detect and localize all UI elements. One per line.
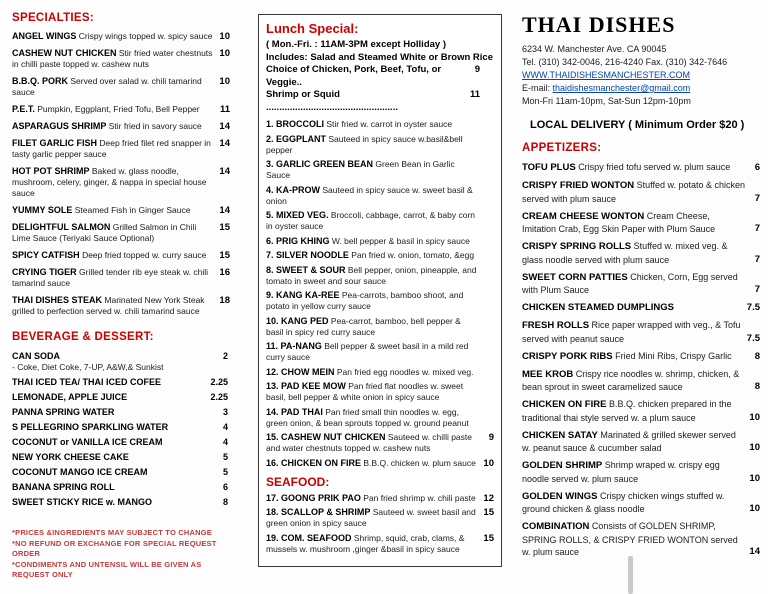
menu-item xyxy=(12,205,230,216)
seafood-item-desc: Shrimp, squid, crab, clams, & mussels w. mushroom ,ginger &basil in spicy sauce xyxy=(266,532,465,554)
email-link[interactable]: thaidishesmanchester@gmail.com xyxy=(552,83,691,93)
menu-item-name: CASHEW NUT CHICKEN xyxy=(12,48,117,58)
menu-item-price: 15 xyxy=(219,250,230,261)
appetizer-item xyxy=(522,301,760,315)
beverage-item xyxy=(12,391,230,403)
appetizer-item-desc: Cream Cheese, Imitation Crab, Egg Skin Paper with Plum Sauce xyxy=(522,210,716,234)
menu-item-desc: Deep fried filet red snapper in tasty garlic pepper sauce xyxy=(12,138,211,159)
email-label: E-mail: xyxy=(522,83,553,93)
appetizer-item-desc: Rice paper wrapped with veg., & Tofu served with peanut sauce xyxy=(522,320,741,344)
seafood-items-list xyxy=(266,493,494,555)
lunch-item-desc: Pan fried egg noodles w. mixed veg. xyxy=(336,366,474,377)
appetizer-item xyxy=(522,429,760,455)
menu-item-price: 11 xyxy=(219,104,230,115)
lunch-item-desc: Bell pepper & sweet basil in a mild red curry sauce xyxy=(266,341,469,362)
menu-item xyxy=(12,76,230,98)
appetizer-item-desc: Stuffed w. potato & chicken served with plum sauce xyxy=(522,180,745,204)
appetizer-item-price: 10 xyxy=(749,472,760,484)
appetizer-item-desc: Chicken, Corn, Egg served with Plum Sauce xyxy=(522,271,738,295)
lunch-item-desc: Pan fried w. onion, tomato, &egg xyxy=(351,250,475,260)
beverage-item xyxy=(12,406,230,418)
menu-item xyxy=(12,295,230,317)
beverage-item-variants: - Coke, Diet Coke, 7-UP, A&W,& Sunkist xyxy=(12,362,164,372)
appetizer-item-price: 7 xyxy=(754,223,760,234)
hours-line: Mon-Fri 11am-10pm, Sat-Sun 12pm-10pm xyxy=(522,96,691,106)
lunch-item-name: 1. BROCCOLI xyxy=(266,119,325,129)
beverage-item-name: CAN SODA xyxy=(12,351,61,361)
appetizer-item-name: CHICKEN SATAY xyxy=(522,429,598,441)
appetizer-item-name: FRESH ROLLS xyxy=(522,320,590,331)
appetizer-item-name: CRISPY FRIED WONTON xyxy=(522,180,635,191)
appetizer-item xyxy=(522,210,760,236)
menu-item-desc: Baked w. glass noodle, mushroom, celery, ginger, & nappa in special house sauce xyxy=(12,166,207,198)
beverage-item xyxy=(12,451,230,463)
menu-item-price: 16 xyxy=(219,267,230,278)
beverage-item-price: 4 xyxy=(222,437,228,447)
lunch-hours-line: ( Mon.-Fri. : 11AM-3PM except Holliday ) xyxy=(266,39,446,50)
lunch-choice-text: Choice of Chicken, Pork, Beef, Tofu, or Veggie.. xyxy=(266,64,442,88)
restaurant-info xyxy=(522,43,760,108)
menu-item-desc: Stir fried in savory sauce xyxy=(108,121,202,131)
lunch-item-price: 10 xyxy=(483,457,494,469)
delivery-note: LOCAL DELIVERY ( Minimum Order $20 ) xyxy=(530,119,745,131)
menu-item xyxy=(12,222,230,244)
lunch-item-name: 15. CASHEW NUT CHICKEN xyxy=(266,432,386,442)
lunch-item-desc: B.B.Q. chicken w. plum sauce xyxy=(363,457,476,468)
note-line: *PRICES &INGREDIENTS MAY SUBJECT TO CHANGE xyxy=(12,528,212,537)
appetizer-item-price: 10 xyxy=(749,442,760,453)
appetizer-item-name: GOLDEN WINGS xyxy=(522,490,598,502)
appetizer-item-desc: Marinated & grilled skewer served w. peanut sauce & cucumber salad xyxy=(522,429,736,453)
appetizer-item-desc: Shrimp wraped w. crispy egg noodle served w. plum sauce xyxy=(522,460,720,484)
menu-item-name: ASPARAGUS SHRIMP xyxy=(12,121,107,131)
appetizer-item-price: 7.5 xyxy=(746,332,760,344)
menu-item-price: 10 xyxy=(219,31,230,42)
appetizer-item-name: MEE KROB xyxy=(522,368,574,380)
lunch-item-name: 16. CHICKEN ON FIRE xyxy=(266,457,362,468)
beverage-item-name: SWEET STICKY RICE w. MANGO xyxy=(12,497,153,507)
menu-item-price: 14 xyxy=(219,166,230,177)
beverage-item-price: 4 xyxy=(222,422,228,432)
beverage-item-price: 6 xyxy=(222,482,228,492)
lunch-item-name: 7. SILVER NOODLE xyxy=(266,250,349,260)
beverage-item-name: BANANA SPRING ROLL xyxy=(12,482,115,492)
seafood-item-desc: Sauteed w. sweet basil and green onion in spicy sauce xyxy=(266,507,476,528)
appetizer-item-desc: Crispy chicken wings stuffed w. ground chicken & glass noodle xyxy=(522,490,725,514)
menu-item-name: THAI DISHES STEAK xyxy=(12,295,103,305)
seafood-heading: SEAFOOD: xyxy=(266,474,330,489)
appetizer-item-name: CREAM CHEESE WONTON xyxy=(522,210,645,222)
appetizer-item xyxy=(522,520,760,559)
appetizers-heading: APPETIZERS: xyxy=(522,142,602,154)
appetizer-item-price: 7 xyxy=(754,284,760,295)
appetizer-item-name: CRISPY SPRING ROLLS xyxy=(522,241,632,252)
menu-item-price: 14 xyxy=(219,205,230,216)
menu-item xyxy=(12,121,230,132)
lunch-item xyxy=(266,265,494,287)
appetizer-item-desc: Fried Mini Ribs, Crispy Garlic xyxy=(615,350,732,361)
lunch-item xyxy=(266,134,494,156)
appetizer-item xyxy=(522,271,760,297)
lunch-item-desc: Pan fried flat noodles w. sweet basil, bell pepper & white onion in spicy sauce xyxy=(266,381,464,402)
lunch-choice-line xyxy=(266,64,494,89)
lunch-item-desc: W. bell pepper & basil in spicy sauce xyxy=(331,235,470,246)
seafood-item-price: 15 xyxy=(483,532,494,544)
menu-item xyxy=(12,166,230,199)
lunch-item xyxy=(266,316,494,338)
appetizer-item-desc: B.B.Q. chicken prepared in the traditional thai style served w. a plum sauce xyxy=(522,399,732,423)
lunch-item-desc: Bell pepper, onion, pineapple, and tomato in sweet and sour sauce xyxy=(266,264,477,286)
beverage-item-price: 5 xyxy=(222,452,228,462)
appetizer-item-desc: Crispy fried tofu served w. plum sauce xyxy=(578,162,731,172)
lunch-item-desc: Sauteed w. chilli paste and water chestnuts topped w. cashew nuts xyxy=(266,432,472,453)
beverage-item-name: S PELLEGRINO SPARKLING WATER xyxy=(12,422,169,432)
lunch-item-name: 12. CHOW MEIN xyxy=(266,366,335,377)
menu-item xyxy=(12,267,230,289)
email-line xyxy=(522,82,760,95)
menu-item-name: SPICY CATFISH xyxy=(12,250,80,260)
note-line: *NO REFUND OR EXCHANGE FOR SPECIAL REQUEST ORDER xyxy=(12,538,217,558)
menu-item-name: HOT POT SHRIMP xyxy=(12,166,90,176)
menu-item-desc: Steamed Fish in Ginger Sauce xyxy=(74,205,191,215)
beverage-item-price: 3 xyxy=(222,407,228,417)
lunch-item-desc: Pan fried small thin noodles w. egg, green onion, & bean sprouts topped w. ground peanut xyxy=(266,406,469,428)
appetizer-item xyxy=(522,240,760,266)
menu-item-desc: Grilled tender rib eye steak w. chili tamarind sauce xyxy=(12,267,209,288)
note-line: *CONDIMENTS AND UNTENSIL WILL BE GIVEN AS REQUEST ONLY xyxy=(12,559,202,579)
lunch-item xyxy=(266,210,494,232)
beverage-item xyxy=(12,350,230,373)
seafood-item-name: 17. GOONG PRIK PAO xyxy=(266,492,361,503)
menu-item xyxy=(12,138,230,160)
lunch-item xyxy=(266,185,494,207)
menu-item-name: YUMMY SOLE xyxy=(12,205,73,215)
beverage-item-name: COCONUT or VANILLA ICE CREAM xyxy=(12,437,163,447)
appetizer-item-name: CHICKEN ON FIRE xyxy=(522,399,607,410)
appetizer-item-price: 10 xyxy=(749,411,760,423)
appetizer-item-price: 8 xyxy=(754,381,760,392)
lunch-shrimp-text: Shrimp or Squid .................................................. xyxy=(266,89,398,113)
beverage-item-name: PANNA SPRING WATER xyxy=(12,407,115,417)
beverage-item-price: 2.25 xyxy=(210,392,228,402)
menu-item-desc: Crispy wings topped w. spicy sauce xyxy=(78,31,213,41)
lunch-item-name: 10. KANG PED xyxy=(266,315,329,326)
menu-item-price: 18 xyxy=(219,295,230,306)
lunch-special-box xyxy=(258,14,502,567)
lunch-item-desc: Pea-carrot, bamboo, bell pepper & basil in spicy red curry sauce xyxy=(266,315,461,337)
menu-item-price: 15 xyxy=(219,222,230,233)
lunch-item-name: 11. PA-NANG xyxy=(266,341,322,351)
beverage-item-name: LEMONADE, APPLE JUICE xyxy=(12,392,128,402)
menu-item-desc: Grilled Salmon in Chili Lime Sauce (Teriyaki Sauce Optional) xyxy=(12,222,197,243)
lunch-item-name: 4. KA-PROW xyxy=(266,184,320,195)
appetizer-item xyxy=(522,459,760,485)
beverage-heading: BEVERAGE & DESSERT: xyxy=(12,331,154,343)
appetizer-item-name: CHICKEN STEAMED DUMPLINGS xyxy=(522,302,675,313)
footer-notes xyxy=(12,528,230,581)
lunch-choice-price: 9 xyxy=(474,64,480,75)
lunch-item xyxy=(266,381,494,403)
lunch-item xyxy=(266,367,494,378)
appetizer-item xyxy=(522,161,760,175)
menu-item-desc: Deep fried topped w. curry sauce xyxy=(82,250,207,260)
beverage-item-price: 8 xyxy=(222,497,228,507)
lunch-item xyxy=(266,119,494,130)
appetizer-item xyxy=(522,398,760,424)
lunch-item-desc: Sauteed in spicy sauce w.basil&bell pepper xyxy=(266,133,463,155)
beverage-section xyxy=(12,331,230,508)
lunch-item xyxy=(266,236,494,247)
lunch-item-desc: Broccoli, cabbage, carrot, & baby corn in oyster sauce xyxy=(266,210,476,231)
lunch-item-desc: Green Bean in Garlic Sauce xyxy=(266,159,455,180)
lunch-item-name: 6. PRIG KHING xyxy=(266,235,330,246)
seafood-item xyxy=(266,507,494,529)
lunch-item-name: 9. KANG KA-REE xyxy=(266,290,340,300)
left-column xyxy=(12,12,230,581)
beverage-item-price: 5 xyxy=(222,467,228,477)
appetizer-item-name: GOLDEN SHRIMP xyxy=(522,460,603,471)
appetizers-list xyxy=(522,161,760,559)
seafood-item-name: 19. COM. SEAFOOD xyxy=(266,532,352,543)
lunch-shrimp-price: 11 xyxy=(469,89,480,100)
scrollbar-thumb[interactable] xyxy=(628,556,633,594)
lunch-item xyxy=(266,458,494,469)
menu-item-name: DELIGHTFUL SALMON xyxy=(12,222,111,232)
menu-item xyxy=(12,104,230,115)
menu-item-desc: Served over salad w. chili tamarind sauce xyxy=(12,76,202,97)
beverage-item xyxy=(12,496,230,508)
menu-item xyxy=(12,48,230,70)
right-column xyxy=(522,12,760,563)
menu-item-name: ANGEL WINGS xyxy=(12,31,77,41)
appetizer-item xyxy=(522,350,760,364)
lunch-item-name: 8. SWEET & SOUR xyxy=(266,264,346,275)
specialties-list xyxy=(12,31,230,317)
menu-item-name: P.E.T. xyxy=(12,104,35,114)
appetizer-item-name: COMBINATION xyxy=(522,521,590,532)
menu-item-price: 14 xyxy=(219,138,230,149)
lunch-shrimp-line xyxy=(266,89,494,114)
beverage-item-price: 2.25 xyxy=(210,377,228,387)
phone-line: Tel. (310) 342-0046, 216-4240 Fax. (310) 342-7646 xyxy=(522,57,728,67)
menu-item xyxy=(12,31,230,42)
menu-item-price: 14 xyxy=(219,121,230,132)
menu-item-price: 10 xyxy=(219,48,230,59)
appetizer-item-price: 14 xyxy=(749,546,760,557)
appetizer-item-name: SWEET CORN PATTIES xyxy=(522,271,628,283)
appetizer-item-desc: Crispy rice noodles w. shrimp, chicken, & bean sprout in sweet caramelized sauce xyxy=(522,368,740,392)
menu-item-price: 10 xyxy=(219,76,230,87)
appetizer-item-price: 10 xyxy=(749,503,760,514)
restaurant-title: THAI DISHES xyxy=(522,12,676,37)
appetizer-item-price: 8 xyxy=(754,350,760,362)
lunch-item-price: 9 xyxy=(488,432,494,443)
appetizer-item-desc: Stuffed w. mixed veg. & glass noodle served with plum sauce xyxy=(522,241,728,265)
menu-item-name: B.B.Q. PORK xyxy=(12,76,69,86)
menu-item xyxy=(12,250,230,261)
lunch-item-desc: Pea-carrots, bamboo shoot, and potato in yellow curry sauce xyxy=(266,290,464,311)
appetizer-item-name: CRISPY PORK RIBS xyxy=(522,350,613,362)
menu-item-name: CRYING TIGER xyxy=(12,267,77,277)
lunch-heading: Lunch Special: xyxy=(266,21,359,36)
appetizer-item-price: 6 xyxy=(754,162,760,173)
appetizer-item-price: 7 xyxy=(754,253,760,265)
lunch-item xyxy=(266,407,494,429)
beverage-item-price: 2 xyxy=(222,351,228,361)
menu-item-name: FILET GARLIC FISH xyxy=(12,138,97,148)
appetizer-item-price: 7.5 xyxy=(746,302,760,313)
seafood-item-price: 15 xyxy=(483,507,494,518)
lunch-item xyxy=(266,432,494,454)
lunch-item-name: 3. GARLIC GREEN BEAN xyxy=(266,159,374,169)
seafood-item-desc: Pan fried shrimp w. chili paste xyxy=(363,492,476,503)
appetizer-item xyxy=(522,179,760,205)
lunch-item xyxy=(266,159,494,181)
menu-item-desc: Marinated New York Steak grilled to perfection served w. chili tamarind sauce xyxy=(12,295,205,316)
lunch-item-name: 13. PAD KEE MOW xyxy=(266,381,346,391)
lunch-item xyxy=(266,290,494,312)
lunch-items-list xyxy=(266,119,494,469)
beverage-item xyxy=(12,421,230,433)
lunch-item-name: 2. EGGPLANT xyxy=(266,133,327,144)
website-link[interactable]: WWW.THAIDISHESMANCHESTER.COM xyxy=(522,70,690,80)
lunch-item xyxy=(266,250,494,261)
seafood-item xyxy=(266,493,494,504)
appetizer-item xyxy=(522,319,760,345)
seafood-item xyxy=(266,533,494,555)
lunch-item-name: 14. PAD THAI xyxy=(266,406,323,417)
appetizer-item xyxy=(522,490,760,516)
specialties-heading: SPECIALTIES: xyxy=(12,12,94,24)
lunch-includes-line: Includes: Salad and Steamed White or Brown Rice xyxy=(266,51,493,63)
seafood-item-name: 18. SCALLOP & SHRIMP xyxy=(266,507,371,517)
appetizer-item-name: TOFU PLUS xyxy=(522,162,576,173)
seafood-item-price: 12 xyxy=(483,492,494,504)
beverage-list xyxy=(12,350,230,508)
lunch-item-desc: Stir fried w. carrot in oyster sauce xyxy=(326,119,453,129)
appetizer-item-desc: Consists of GOLDEN SHRIMP, SPRING ROLLS, & CRISPY FRIED WONTON served w. plum sauce xyxy=(522,521,738,557)
beverage-item xyxy=(12,376,230,388)
lunch-item-desc: Sauteed in spicy sauce w. sweet basil & onion xyxy=(266,184,473,206)
beverage-item-name: COCONUT MANGO ICE CREAM xyxy=(12,467,148,477)
beverage-item xyxy=(12,436,230,448)
lunch-item xyxy=(266,341,494,363)
appetizer-item xyxy=(522,368,760,394)
appetizer-item-price: 7 xyxy=(754,192,760,204)
menu-item-desc: Stir fried water chestnuts in chilli paste topped w. cashew nuts xyxy=(12,48,213,69)
address-line: 6234 W. Manchester Ave. CA 90045 xyxy=(522,44,667,54)
beverage-item xyxy=(12,466,230,478)
menu-item-desc: Pumpkin, Eggplant, Fried Tofu, Bell Pepper xyxy=(37,104,200,114)
beverage-item-name: NEW YORK CHEESE CAKE xyxy=(12,452,129,462)
beverage-item-name: THAI ICED TEA/ THAI ICED COFEE xyxy=(12,377,162,387)
lunch-item-name: 5. MIXED VEG. xyxy=(266,210,329,220)
beverage-item xyxy=(12,481,230,493)
